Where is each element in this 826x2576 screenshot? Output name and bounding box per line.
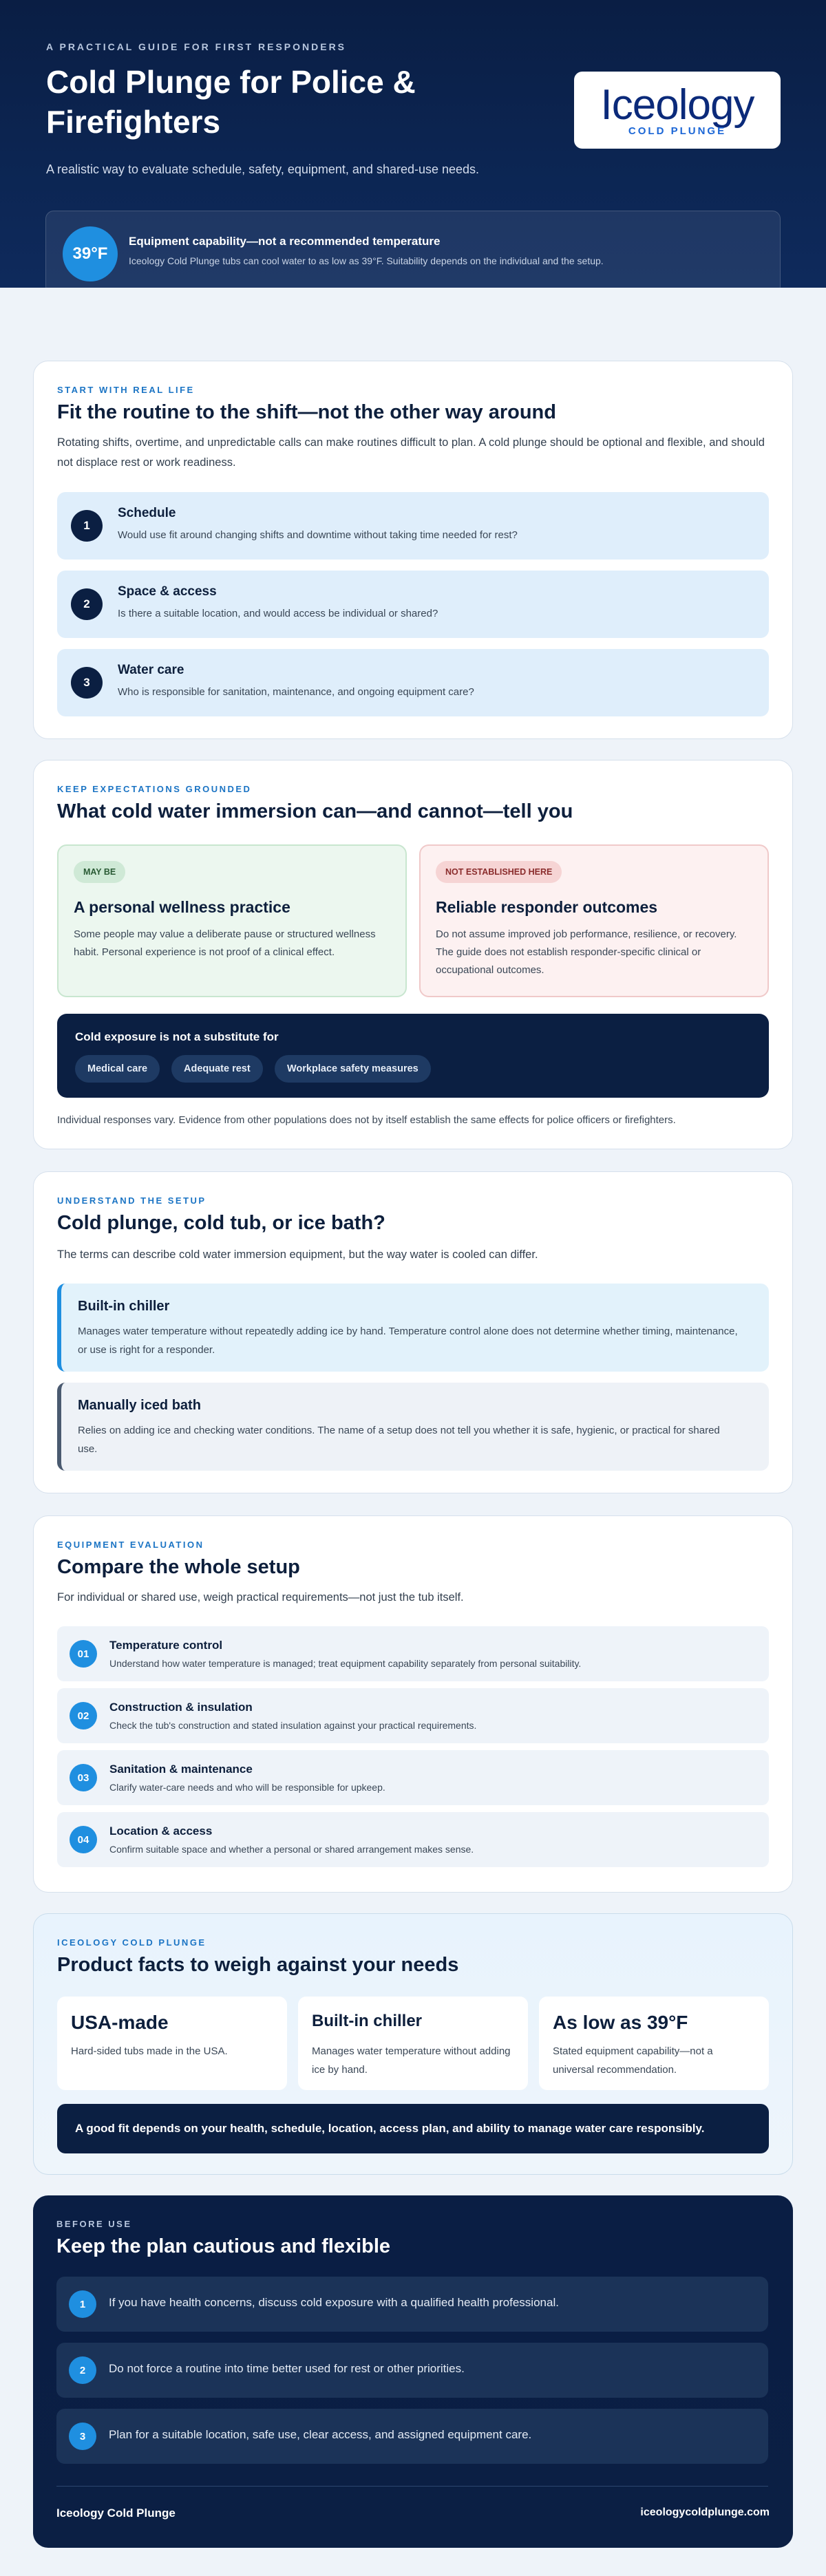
footer-website-link[interactable]: iceologycoldplunge.com	[640, 2506, 770, 2518]
expectations-section	[33, 760, 793, 1149]
caution-item	[56, 2409, 768, 2464]
capability-title: Equipment capability—not a recommended temperature	[129, 235, 441, 248]
eval-row-construction	[57, 1688, 769, 1743]
eval-title: Temperature control	[109, 1639, 223, 1652]
setup-eyebrow: UNDERSTAND THE SETUP	[57, 1195, 206, 1206]
good-fit-banner: A good fit depends on your health, schedule, location, access plan, and ability to manage water care responsibly.	[57, 2104, 769, 2153]
eval-row-location	[57, 1812, 769, 1867]
step-text: Who is responsible for sanitation, maintenance, and ongoing equipment care?	[118, 686, 474, 698]
setup-section	[33, 1171, 793, 1493]
may-be-badge: MAY BE	[74, 861, 125, 883]
hero-eyebrow: A PRACTICAL GUIDE FOR FIRST RESPONDERS	[46, 41, 347, 52]
setup-lead: The terms can describe cold water immersion equipment, but the way water is cooled can differ.	[57, 1248, 538, 1261]
capability-text: Iceology Cold Plunge tubs can cool water to as low as 39°F. Suitability depends on the individual and the setup.	[129, 255, 604, 266]
step-number: 1	[71, 510, 103, 542]
caution-number: 3	[69, 2423, 96, 2450]
footer-divider	[56, 2486, 768, 2487]
step-title: Schedule	[118, 506, 176, 520]
logo-wordmark: Iceology	[600, 81, 754, 129]
eval-text: Understand how water temperature is managed; treat equipment capability separately from personal suitability.	[109, 1658, 582, 1669]
evaluation-eyebrow: EQUIPMENT EVALUATION	[57, 1540, 204, 1550]
step-title: Water care	[118, 663, 184, 677]
fact-title: USA-made	[71, 2012, 169, 2033]
eval-number: 03	[70, 1764, 97, 1791]
caution-item	[56, 2343, 768, 2398]
not-substitute-box	[57, 1014, 769, 1098]
evaluation-section	[33, 1515, 793, 1893]
may-be-text: Some people may value a deliberate pause or structured wellness habit. Personal experience is not proof of a clinical effect.	[74, 928, 376, 958]
fact-title: Built-in chiller	[312, 2012, 423, 2030]
chip-adequate-rest: Adequate rest	[171, 1055, 263, 1083]
setup-title: Cold plunge, cold tub, or ice bath?	[57, 1212, 385, 1234]
product-title: Product facts to weigh against your needs	[57, 1954, 459, 1976]
built-in-chiller-text: Manages water temperature without repeatedly adding ice by hand. Temperature control alone does not determine whether timing, maintenance, or use is right for a responder.	[78, 1326, 738, 1356]
eval-text: Confirm suitable space and whether a personal or shared arrangement makes sense.	[109, 1844, 474, 1855]
caution-number: 2	[69, 2356, 96, 2384]
built-in-chiller-title: Built-in chiller	[78, 1299, 170, 1314]
built-in-chiller-card	[57, 1284, 769, 1372]
evaluation-title: Compare the whole setup	[57, 1556, 300, 1578]
eval-number: 01	[70, 1640, 97, 1668]
chip-medical-care: Medical care	[75, 1055, 160, 1083]
logo-tagline: COLD PLUNGE	[628, 125, 727, 137]
eval-text: Clarify water-care needs and who will be responsible for upkeep.	[109, 1782, 385, 1793]
footer-brand: Iceology Cold Plunge	[56, 2506, 176, 2520]
step-space-access	[57, 571, 769, 638]
capability-callout	[45, 211, 781, 295]
evaluation-lead: For individual or shared use, weigh practical requirements—not just the tub itself.	[57, 1591, 464, 1604]
chip-workplace-safety: Workplace safety measures	[275, 1055, 431, 1083]
fact-built-in-chiller	[298, 1997, 528, 2090]
hero-subtitle: A realistic way to evaluate schedule, safety, equipment, and shared-use needs.	[46, 162, 480, 176]
before-title: Keep the plan cautious and flexible	[56, 2235, 391, 2257]
eval-number: 02	[70, 1702, 97, 1729]
caution-number: 1	[69, 2290, 96, 2318]
caution-text: Plan for a suitable location, safe use, clear access, and assigned equipment care.	[109, 2428, 532, 2441]
not-established-text: Do not assume improved job performance, resilience, or recovery. The guide does not establish responder-specific clinical or occupational outcomes.	[436, 928, 737, 976]
routine-title: Fit the routine to the shift—not the other way around	[57, 401, 556, 423]
eval-title: Sanitation & maintenance	[109, 1763, 253, 1776]
before-eyebrow: BEFORE USE	[56, 2219, 132, 2229]
step-schedule	[57, 492, 769, 560]
step-text: Is there a suitable location, and would access be individual or shared?	[118, 608, 438, 619]
expectations-note: Individual responses vary. Evidence from other populations does not by itself establish the same effects for police officers or firefighters.	[57, 1114, 676, 1126]
not-established-title: Reliable responder outcomes	[436, 898, 658, 916]
step-number: 3	[71, 667, 103, 699]
eval-text: Check the tub's construction and stated insulation against your practical requirements.	[109, 1720, 477, 1731]
routine-section	[33, 361, 793, 739]
expectations-title: What cold water immersion can—and cannot—tell you	[57, 800, 573, 822]
product-eyebrow: ICEOLOGY COLD PLUNGE	[57, 1937, 206, 1948]
manually-iced-bath-card	[57, 1383, 769, 1471]
routine-lead: Rotating shifts, overtime, and unpredictable calls can make routines difficult to plan. A cold plunge should be optional and flexible, and should not displace rest or work readiness.	[57, 436, 765, 469]
fact-text: Manages water temperature without adding ice by hand.	[312, 2045, 511, 2076]
expectations-eyebrow: KEEP EXPECTATIONS GROUNDED	[57, 784, 252, 794]
fact-usa-made	[57, 1997, 287, 2090]
caution-text: Do not force a routine into time better used for rest or other priorities.	[109, 2362, 465, 2375]
step-number: 2	[71, 588, 103, 620]
routine-eyebrow: START WITH REAL LIFE	[57, 385, 195, 395]
brand-logo	[574, 72, 781, 149]
temperature-badge: 39°F	[63, 226, 118, 281]
may-be-title: A personal wellness practice	[74, 898, 290, 916]
not-established-badge: NOT ESTABLISHED HERE	[436, 861, 562, 883]
caution-text: If you have health concerns, discuss cold exposure with a qualified health professional.	[109, 2296, 559, 2309]
product-facts-section	[33, 1913, 793, 2175]
hero-header	[0, 0, 826, 288]
fact-title: As low as 39°F	[553, 2012, 688, 2033]
eval-title: Construction & insulation	[109, 1701, 253, 1714]
eval-row-temperature	[57, 1626, 769, 1681]
fact-text: Stated equipment capability—not a universal recommendation.	[553, 2045, 713, 2076]
step-text: Would use fit around changing shifts and downtime without taking time needed for rest?	[118, 529, 518, 541]
fact-text: Hard-sided tubs made in the USA.	[71, 2045, 228, 2057]
not-substitute-title: Cold exposure is not a substitute for	[75, 1030, 279, 1043]
eval-row-sanitation	[57, 1750, 769, 1805]
step-title: Space & access	[118, 584, 217, 599]
manually-iced-bath-title: Manually iced bath	[78, 1398, 201, 1413]
fact-as-low-as	[539, 1997, 769, 2090]
step-water-care	[57, 649, 769, 716]
caution-item	[56, 2277, 768, 2332]
may-be-card	[57, 844, 407, 997]
manually-iced-bath-text: Relies on adding ice and checking water conditions. The name of a setup does not tell you whether it is safe, hygienic, or practical for shared use.	[78, 1425, 720, 1455]
eval-number: 04	[70, 1826, 97, 1853]
before-use-section	[33, 2195, 793, 2548]
not-established-card	[419, 844, 769, 997]
eval-title: Location & access	[109, 1824, 213, 1838]
page-title: Cold Plunge for Police & Firefighters	[46, 64, 416, 140]
